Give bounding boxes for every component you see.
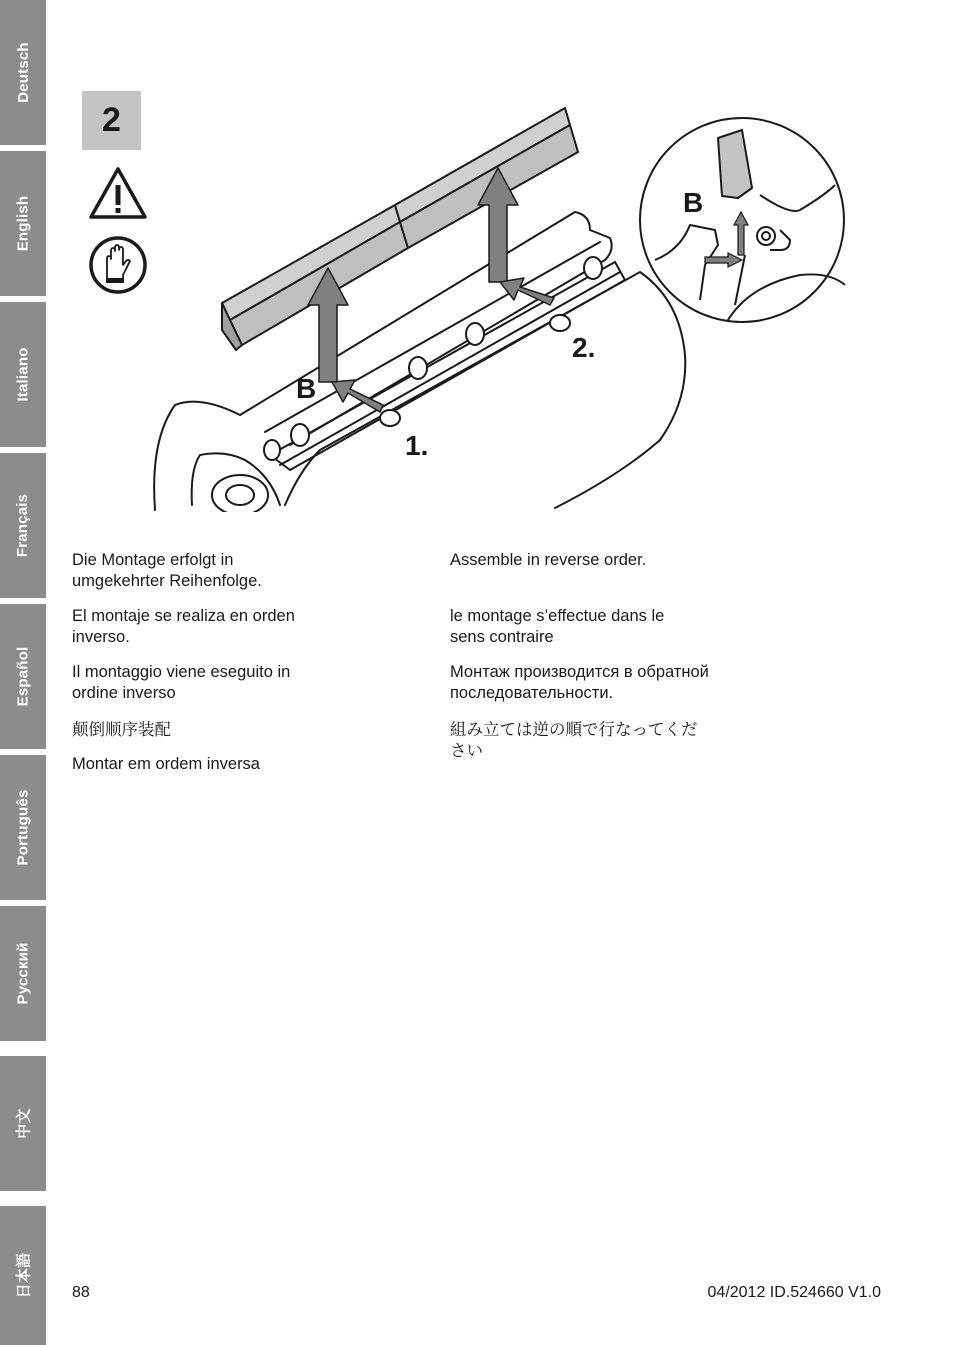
instruction-en: Assemble in reverse order. [450,551,647,569]
tab-italiano[interactable]: Italiano [0,302,46,447]
label-step-2: 2. [572,332,596,363]
page-number: 88 [72,1284,90,1301]
tab-chinese[interactable]: 中文 [0,1056,46,1191]
instruction-ja: 組み立ては逆の順で行なってください [450,721,698,760]
warning-triangle-icon [87,165,149,221]
label-step-1: 1. [405,430,429,461]
instruction-zh: 颠倒顺序装配 [72,721,171,739]
instruction-ru: Монтаж производится в обратной последовательности. [450,663,709,702]
language-tabs [0,0,46,1345]
tab-japanese[interactable]: 日本語 [0,1206,46,1345]
tab-english[interactable]: English [0,151,46,296]
step-number-badge: 2 [82,91,141,150]
instruction-it: Il montaggio viene eseguito in ordine inverso [72,663,291,702]
assembly-drawing [145,100,855,512]
instruction-pt: Montar em ordem inversa [72,755,260,773]
tab-francais[interactable]: Français [0,453,46,598]
instruction-de: Die Montage erfolgt in umgekehrter Reihenfolge. [72,551,262,590]
instruction-fr: le montage s’effectue dans le sens contraire [450,607,665,646]
document-id: 04/2012 ID.524660 V1.0 [707,1284,881,1301]
tab-russian[interactable]: Русский [0,906,46,1041]
instruction-es: El montaje se realiza en orden inverso. [72,607,295,646]
label-b-main: B [296,373,317,404]
tab-espanol[interactable]: Español [0,604,46,749]
tab-deutsch[interactable]: Deutsch [0,0,46,145]
protective-gloves-icon [87,235,149,295]
label-b-detail: B [683,187,704,218]
tab-portugues[interactable]: Português [0,755,46,900]
